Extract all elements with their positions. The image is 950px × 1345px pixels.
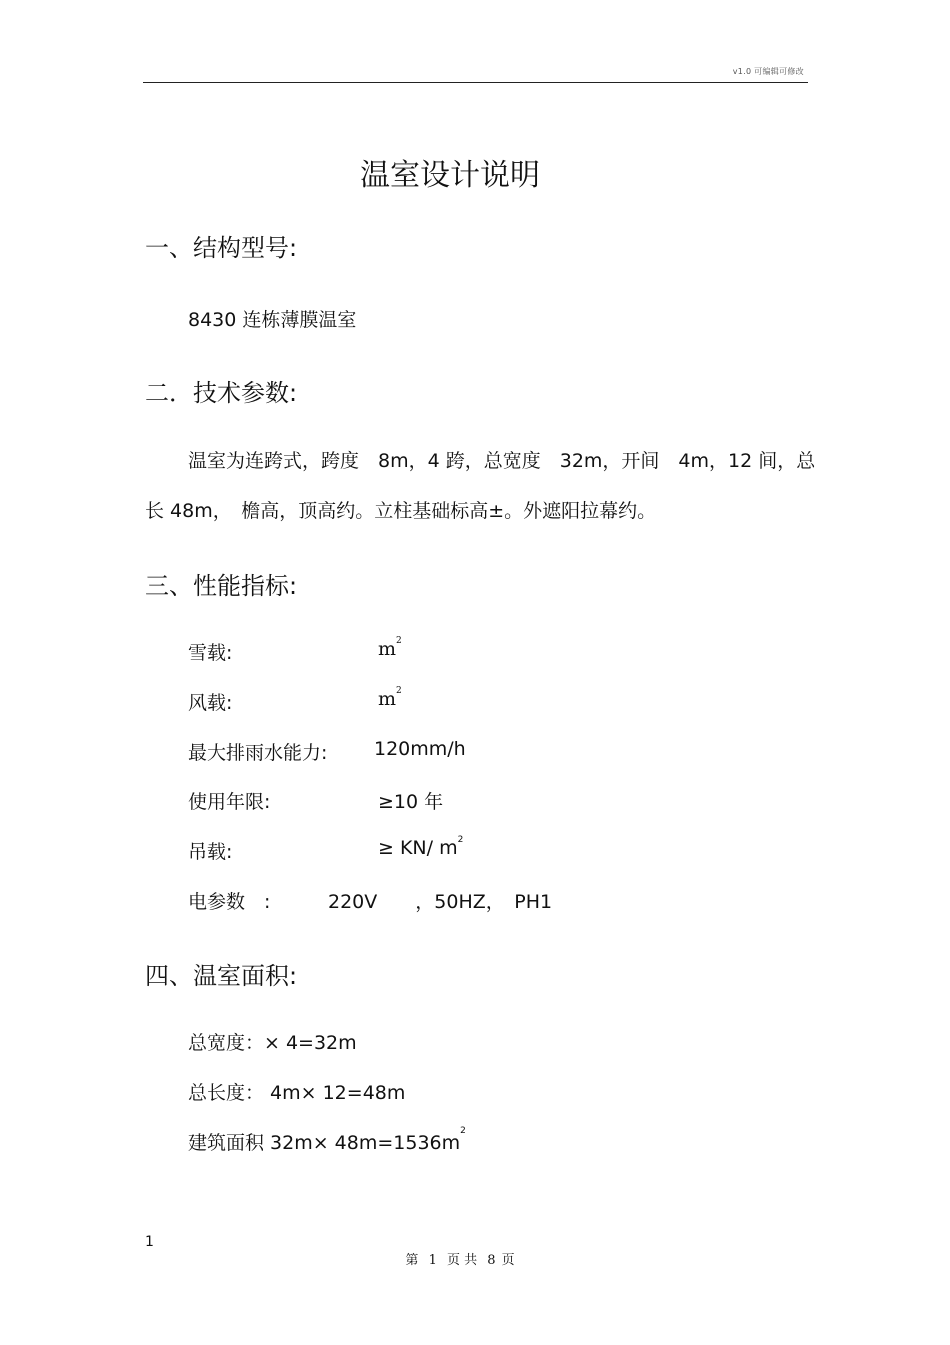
page-total: 8 — [487, 1253, 496, 1268]
section-heading-structure: 一、结构型号: — [145, 234, 298, 262]
page-header — [143, 62, 808, 83]
structure-model: 8430 连栋薄膜温室 — [188, 309, 357, 331]
document-title: 温室设计说明 — [360, 158, 540, 193]
area-building-area: 建筑面积 $32m\times 48m=1536m^2$ — [188, 1126, 466, 1154]
spec-value: $m^2$ — [378, 636, 402, 660]
tech-params-line-1: 温室为连跨式，跨度 8m，4 跨，总宽度 32m，开间 4m，12 间，总 — [188, 450, 816, 472]
spec-label: 吊载: — [188, 841, 233, 863]
area-total-width: 总宽度：× 4=32m — [188, 1032, 357, 1054]
section-heading-area: 四、温室面积: — [145, 962, 298, 990]
spec-value: $m^2$ — [378, 686, 402, 710]
tech-params-line-2: 长 48m， 檐高，顶高约。立柱基础标高±。外遮阳拉幕约。 — [145, 500, 657, 522]
spec-value: 120mm/h — [374, 738, 466, 760]
page-prefix: 第 — [405, 1253, 419, 1268]
header-version-note: v1.0 可编辑可修改 — [732, 67, 804, 76]
spec-value: ≥ KN/ $m^2$ — [378, 835, 464, 859]
spec-label: 雪载: — [188, 642, 233, 664]
spec-label: 最大排雨水能力: — [188, 742, 328, 764]
page-number-left: 1 — [145, 1234, 154, 1250]
spec-value: ≥10 年 — [378, 791, 444, 813]
page-suffix: 页 — [501, 1253, 515, 1268]
spec-label: 使用年限: — [188, 791, 271, 813]
spec-value: 220V ，50HZ， PH1 — [328, 891, 553, 913]
section-heading-performance: 三、性能指标: — [145, 572, 298, 600]
page-current: 1 — [428, 1253, 437, 1268]
spec-label: 风载: — [188, 692, 233, 714]
area-total-length: 总长度： 4m× 12=48m — [188, 1082, 406, 1104]
page-mid: 页 共 — [447, 1253, 478, 1268]
section-heading-tech-params: 二．技术参数: — [145, 379, 298, 407]
page-footer — [0, 1249, 920, 1268]
spec-label: 电参数 : — [188, 891, 271, 913]
